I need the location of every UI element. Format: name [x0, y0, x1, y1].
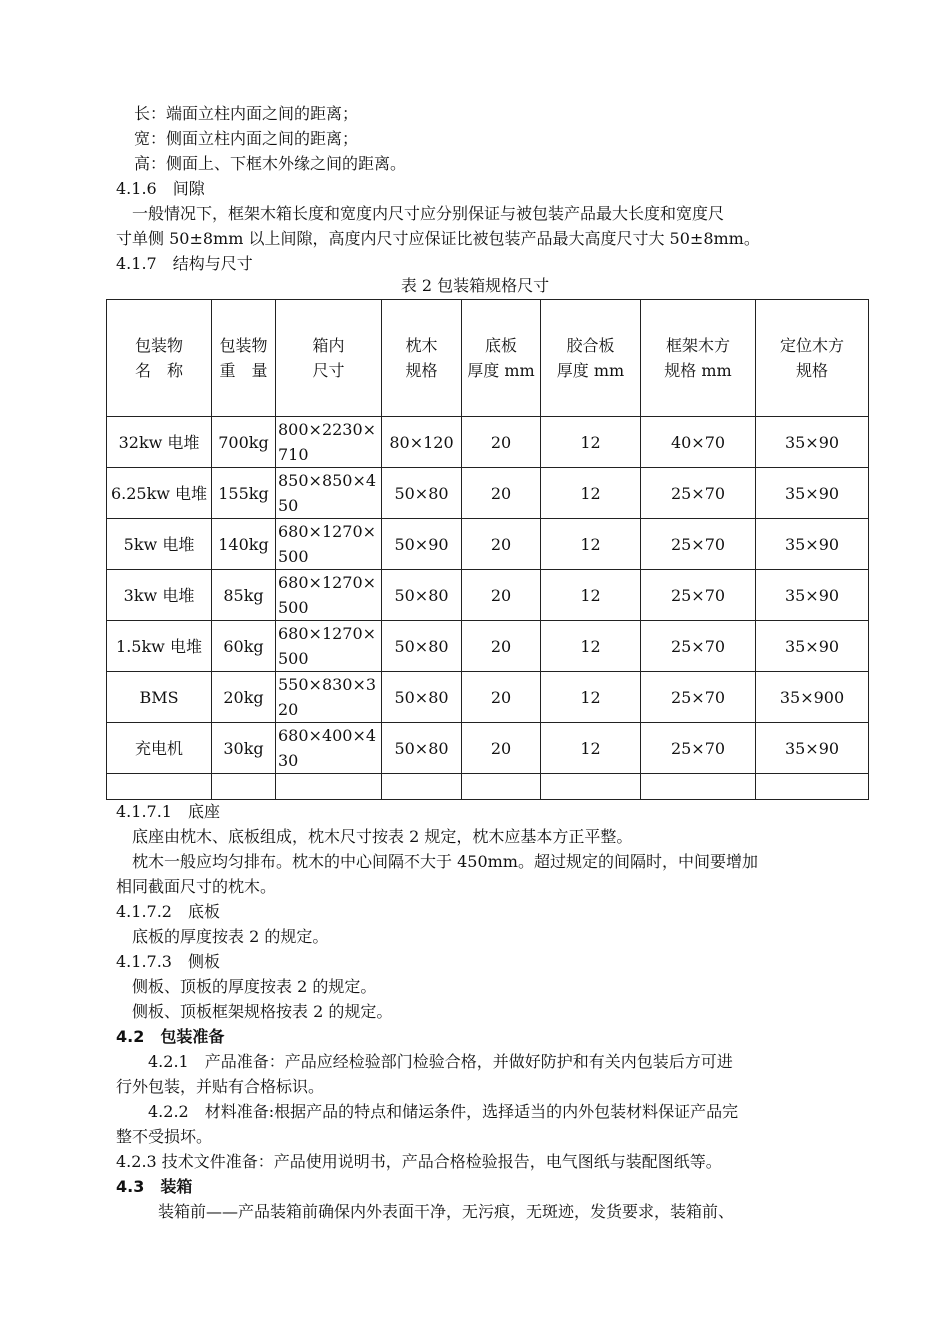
cell-name: 1.5kw 电堆: [107, 621, 212, 672]
cell-inner-size: 680×1270×500: [276, 519, 382, 570]
header-inner-size: 箱内 尺寸: [276, 300, 382, 417]
section-4-2-heading: 4.2 包装准备: [116, 1027, 225, 1046]
cell-skid: 50×80: [382, 468, 462, 519]
cell-locating: 35×90: [756, 570, 869, 621]
cell-base: 20: [462, 672, 541, 723]
cell-skid: 50×90: [382, 519, 462, 570]
gap-paragraph-line-1: 一般情况下，框架木箱长度和宽度内尺寸应分别保证与被包装产品最大长度和宽度尺: [132, 204, 725, 223]
cell-plywood: 12: [541, 621, 641, 672]
material-prep-line-1: 4.2.2 材料准备:根据产品的特点和储运条件，选择适当的内外包装材料保证产品完: [148, 1102, 739, 1121]
section-4-1-6-heading: 4.1.6 间隙: [116, 179, 205, 198]
cell-plywood: 12: [541, 417, 641, 468]
header-base-thickness: 底板 厚度 mm: [462, 300, 541, 417]
cell-locating: 35×90: [756, 621, 869, 672]
cell-weight: 30kg: [212, 723, 276, 774]
header-package-name: 包装物 名 称: [107, 300, 212, 417]
cell-weight: 60kg: [212, 621, 276, 672]
header-package-weight: 包装物 重 量: [212, 300, 276, 417]
cell-inner-size: 680×1270×500: [276, 621, 382, 672]
cell-plywood: 12: [541, 468, 641, 519]
height-definition: 高：侧面上、下框木外缘之间的距离。: [134, 154, 407, 173]
product-prep-line-1: 4.2.1 产品准备：产品应经检验部门检验合格，并做好防护和有关内包装后方可进: [148, 1052, 733, 1071]
cell-base: 20: [462, 519, 541, 570]
cell-frame: 25×70: [641, 672, 756, 723]
section-4-1-7-heading: 4.1.7 结构与尺寸: [116, 254, 253, 273]
product-prep-line-2: 行外包装，并贴有合格标识。: [116, 1077, 325, 1096]
cell-inner-size: 800×2230×710: [276, 417, 382, 468]
width-definition: 宽：侧面立柱内面之间的距离；: [134, 129, 359, 148]
baseboard-paragraph: 底板的厚度按表 2 的规定。: [132, 927, 329, 946]
cell-skid: 80×120: [382, 417, 462, 468]
cell-frame: 25×70: [641, 621, 756, 672]
cell-plywood: 12: [541, 519, 641, 570]
cell-weight: 140kg: [212, 519, 276, 570]
cell-name: 32kw 电堆: [107, 417, 212, 468]
sideboard-paragraph-2: 侧板、顶板框架规格按表 2 的规定。: [132, 1002, 393, 1021]
cell-frame: 25×70: [641, 723, 756, 774]
base-paragraph-1: 底座由枕木、底板组成，枕木尺寸按表 2 规定，枕木应基本方正平整。: [132, 827, 633, 846]
cell-frame: 25×70: [641, 468, 756, 519]
table-header-row: [107, 300, 869, 417]
header-frame-timber: 框架木方 规格 mm: [641, 300, 756, 417]
cell-locating: 35×90: [756, 519, 869, 570]
table-row-empty: [107, 774, 869, 800]
cell-skid: 50×80: [382, 570, 462, 621]
header-skid-spec: 枕木 规格: [382, 300, 462, 417]
table-caption: 表 2 包装箱规格尺寸: [400, 276, 550, 295]
length-definition: 长：端面立柱内面之间的距离；: [134, 104, 359, 123]
table-row: [107, 723, 869, 774]
cell-plywood: 12: [541, 672, 641, 723]
cell-inner-size: 850×850×450: [276, 468, 382, 519]
cell-name: BMS: [107, 672, 212, 723]
cell-inner-size: 680×400×430: [276, 723, 382, 774]
cell-weight: 155kg: [212, 468, 276, 519]
cell-skid: 50×80: [382, 672, 462, 723]
gap-paragraph-line-2: 寸单侧 50±8mm 以上间隙，高度内尺寸应保证比被包装产品最大高度尺寸大 50±8mm。: [116, 229, 760, 248]
section-4-1-7-1-heading: 4.1.7.1 底座: [116, 802, 220, 821]
cell-frame: 25×70: [641, 519, 756, 570]
cell-base: 20: [462, 621, 541, 672]
table-row: [107, 570, 869, 621]
cell-name: 充电机: [107, 723, 212, 774]
cell-weight: 85kg: [212, 570, 276, 621]
cell-name: 5kw 电堆: [107, 519, 212, 570]
cell-weight: 20kg: [212, 672, 276, 723]
document-prep-line: 4.2.3 技术文件准备：产品使用说明书，产品合格检验报告，电气图纸与装配图纸等。: [116, 1152, 722, 1171]
section-4-1-7-2-heading: 4.1.7.2 底板: [116, 902, 220, 921]
cell-frame: 40×70: [641, 417, 756, 468]
cell-plywood: 12: [541, 723, 641, 774]
table-row: [107, 672, 869, 723]
section-4-3-heading: 4.3 装箱: [116, 1177, 193, 1196]
material-prep-line-2: 整不受损坏。: [116, 1127, 213, 1146]
sideboard-paragraph-1: 侧板、顶板的厚度按表 2 的规定。: [132, 977, 377, 996]
cell-base: 20: [462, 468, 541, 519]
base-paragraph-2-line-2: 相同截面尺寸的枕木。: [116, 877, 277, 896]
cell-frame: 25×70: [641, 570, 756, 621]
cell-locating: 35×90: [756, 468, 869, 519]
cell-locating: 35×90: [756, 723, 869, 774]
cell-locating: 35×90: [756, 417, 869, 468]
cell-inner-size: 680×1270×500: [276, 570, 382, 621]
cell-base: 20: [462, 417, 541, 468]
table-row: [107, 519, 869, 570]
cell-plywood: 12: [541, 570, 641, 621]
base-paragraph-2-line-1: 枕木一般应均匀排布。枕木的中心间隔不大于 450mm。超过规定的间隔时，中间要增加: [132, 852, 758, 871]
table-row: [107, 621, 869, 672]
cell-name: 3kw 电堆: [107, 570, 212, 621]
cell-weight: 700kg: [212, 417, 276, 468]
table-row: [107, 468, 869, 519]
cell-name: 6.25kw 电堆: [107, 468, 212, 519]
cell-skid: 50×80: [382, 621, 462, 672]
cell-inner-size: 550×830×320: [276, 672, 382, 723]
header-locating-timber: 定位木方 规格: [756, 300, 869, 417]
cell-skid: 50×80: [382, 723, 462, 774]
table-row: [107, 417, 869, 468]
packing-paragraph: 装箱前——产品装箱前确保内外表面干净，无污痕，无斑迹，发货要求，装箱前、: [158, 1202, 735, 1221]
packing-spec-table: [106, 299, 869, 800]
cell-base: 20: [462, 723, 541, 774]
cell-locating: 35×900: [756, 672, 869, 723]
header-plywood-thickness: 胶合板 厚度 mm: [541, 300, 641, 417]
cell-base: 20: [462, 570, 541, 621]
section-4-1-7-3-heading: 4.1.7.3 侧板: [116, 952, 220, 971]
